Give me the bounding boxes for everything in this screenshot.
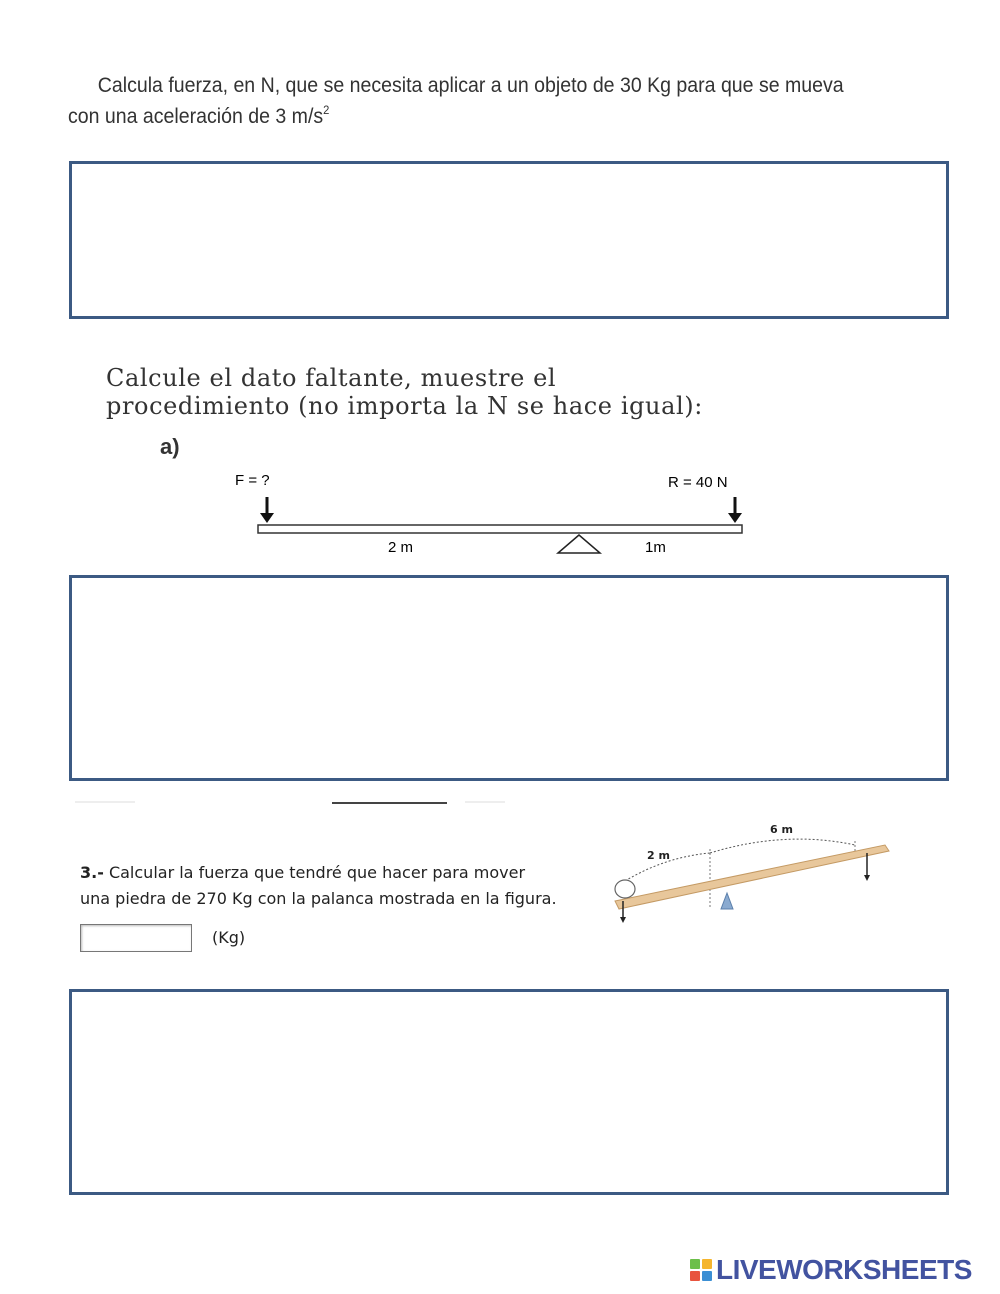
logo-text: LIVEWORKSHEETS bbox=[716, 1254, 972, 1285]
resistance-arrow-icon bbox=[728, 497, 742, 523]
answer-box-2[interactable] bbox=[69, 575, 949, 781]
exponent: 2 bbox=[323, 103, 330, 117]
question-3-line-2: una piedra de 270 Kg con la palanca mostrada en la figura. bbox=[80, 889, 557, 908]
question-1-line-2: con una aceleración de 3 m/s bbox=[68, 105, 324, 128]
question-3-number: 3.- bbox=[80, 863, 104, 882]
force-arrow-icon bbox=[260, 497, 274, 523]
left-distance-label: 2 m bbox=[388, 539, 414, 556]
question-2-line-2: procedimiento (no importa la N se hace igual): bbox=[106, 392, 703, 420]
answer-input-kg[interactable] bbox=[80, 924, 192, 952]
resistance-label: R = 40 N bbox=[668, 474, 728, 491]
question-1-line-1: Calcula fuerza, en N, que se necesita aplicar a un objeto de 30 Kg para que se mueva bbox=[97, 74, 844, 97]
answer-box-3[interactable] bbox=[69, 989, 949, 1195]
fulcrum-wedge-icon bbox=[721, 893, 733, 909]
short-arm-label: 2 m bbox=[647, 849, 670, 862]
question-1-text bbox=[68, 70, 886, 132]
question-3-line-1: Calcular la fuerza que tendré que hacer para mover bbox=[108, 863, 526, 882]
question-3-text bbox=[80, 860, 557, 912]
force-label: F = ? bbox=[235, 472, 270, 489]
liveworksheets-logo bbox=[690, 1254, 972, 1286]
part-a-label: a) bbox=[160, 434, 180, 459]
unit-label: (Kg) bbox=[212, 928, 246, 947]
question-2-line-1: Calcule el dato faltante, muestre el bbox=[106, 364, 557, 392]
logo-grid-icon bbox=[690, 1259, 712, 1281]
lever-diagram-a bbox=[230, 465, 790, 560]
fulcrum-icon bbox=[558, 535, 600, 553]
question-2-text bbox=[106, 364, 703, 420]
lever-bar bbox=[258, 525, 742, 533]
lever-diagram-3 bbox=[605, 815, 905, 930]
right-distance-label: 1m bbox=[645, 539, 666, 556]
stone-icon bbox=[615, 880, 635, 898]
long-arm-label: 6 m bbox=[770, 823, 793, 836]
effort-arrow-icon bbox=[864, 853, 870, 881]
answer-box-1[interactable] bbox=[69, 161, 949, 319]
